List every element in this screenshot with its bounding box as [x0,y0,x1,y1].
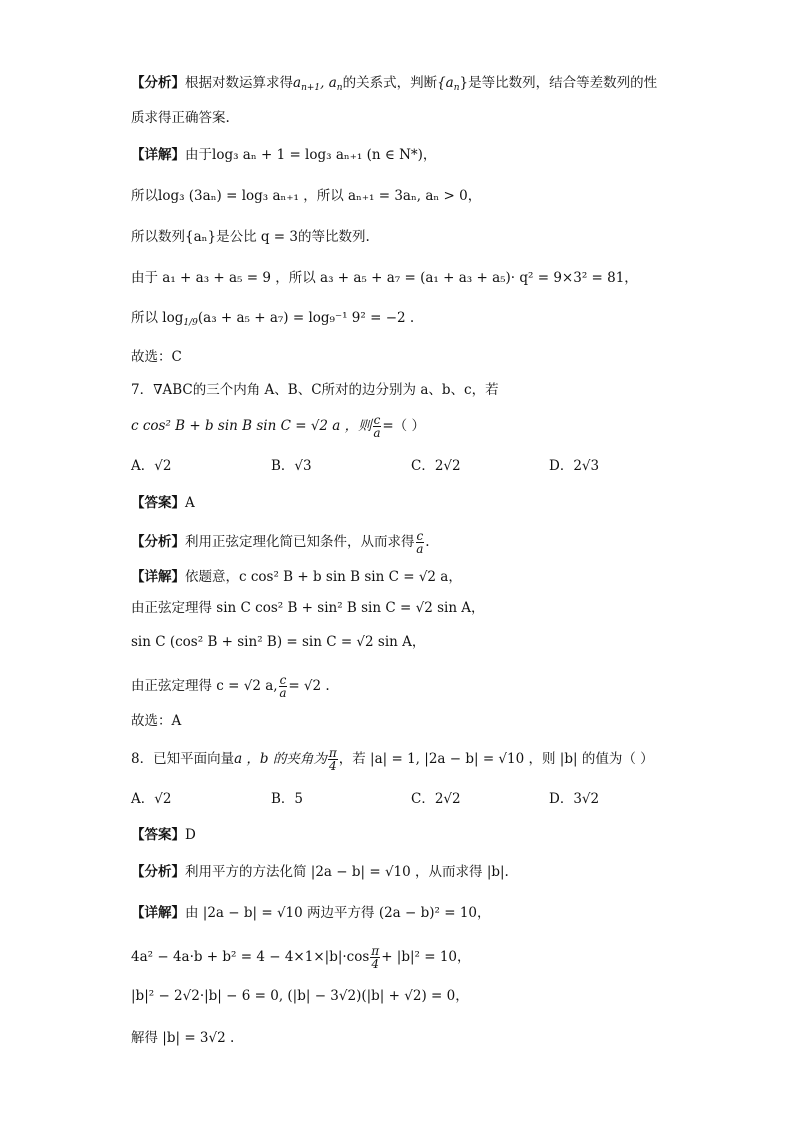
math-seq-an: {$a_n$ [437,75,460,93]
q7-fraction: $\frac{c}{a}$ [373,413,381,440]
q8-detail-1 [131,903,491,923]
q8-stem-a: 8．已知平面向量 [131,751,235,767]
q7-option-b: B．√3 [271,458,312,474]
q7-detail-3: sin C (cos² B + sin² B) = sin C = √2 sin A， [131,634,426,650]
q7-answer [131,493,195,513]
q7-option-d: D．2√3 [549,458,600,474]
detail-line-3: 所以数列{aₙ}是公比 q = 3的等比数列. [131,229,370,245]
q8-option-a: A．√2 [131,791,172,807]
detail-line-4: 由于 a₁ + a₃ + a₅ = 9 ，所以 a₃ + a₅ + a₇ = (a₁ + a₃ + a₅)· q² = 9×3² = 81， [131,270,638,286]
q8-analysis [131,862,509,882]
answer-tag: 【答案】 [131,827,185,843]
answer-value: A [185,495,195,511]
q8-option-b: B．5 [271,791,304,807]
q8-detail-3: |b|² − 2√2·|b| − 6 = 0, (|b| − 3√2)(|b| + √2) = 0， [131,988,469,1004]
q7-analysis-fraction: $\frac{c}{a}$ [416,529,424,556]
analysis-tag: 【分析】 [131,75,185,91]
detail-line-5 [131,308,414,333]
q7-detail-2: 由正弦定理得 sin C cos² B + sin² B sin C = √2 sin A， [131,600,485,616]
q8-pi-fraction: $\frac{\pi}{4}$ [328,746,337,773]
analysis-text-c: }是等比数列，结合等差数列的性 [459,75,658,91]
q8-option-c: C．2√2 [411,791,461,807]
detail-text-5: 所以 log [131,310,184,326]
q7-final: 故选：A [131,713,182,729]
answer-value: D [185,827,196,843]
q7-cond-post: =（ ） [382,418,425,434]
detail-tag: 【详解】 [131,569,185,585]
detail-tag: 【详解】 [131,147,185,163]
analysis-text: 利用正弦定理化简已知条件，从而求得 [185,534,415,550]
analysis-text-b: 的关系式，判断 [342,75,438,91]
q7-detail-4 [131,674,330,699]
q8-detail-2 [131,945,471,970]
q7-condition [131,414,425,439]
q8-detail-4: 解得 |b| = 3√2 . [131,1030,235,1046]
math-a-n1: $a_{n+1}$, $a_n$ [293,75,343,93]
q8-stem-b: a ，b 的夹角为 [234,751,327,767]
q7-detail-1 [131,567,462,587]
q8-d2-fraction: $\frac{\pi}{4}$ [371,944,380,971]
detail-text-1: 由于log₃ aₙ + 1 = log₃ aₙ₊₁ (n ∈ N*)， [185,147,437,163]
analysis-tag: 【分析】 [131,864,185,880]
analysis-line-2: 质求得正确答案. [131,110,230,126]
q7-analysis: 【分析】利用正弦定理化简已知条件，从而求得 $\frac{c}{a}$ . [131,529,430,556]
detail-tag: 【详解】 [131,905,185,921]
analysis-line-1 [131,73,657,98]
q7-cond-pre: c cos² B + b sin B sin C = √2 a ，则 [131,418,372,434]
q7-option-c: C．2√2 [411,458,461,474]
q8-d2-pre: 4a² − 4a·b + b² = 4 − 4×1×|b|·cos [131,949,370,965]
q8-d2-post: + |b|² = 10， [381,949,471,965]
q8-stem-c: ，若 |a| = 1, |2a − b| = √10 ，则 |b| 的值为（ ） [338,751,654,767]
detail-text-5b: (a₃ + a₅ + a₇) = log₉⁻¹ 9² = −2 . [197,310,415,326]
detail-line-2: 所以log₃ (3aₙ) = log₃ aₙ₊₁ ，所以 aₙ₊₁ = 3aₙ, aₙ > 0， [131,188,482,204]
q7-d4-fraction: $\frac{c}{a}$ [279,673,287,700]
q7-d4-post: = √2 . [288,678,330,694]
choice-line-6: 故选：C [131,349,182,365]
q7-option-a: A．√2 [131,458,172,474]
log-base: 1/9 [183,318,198,328]
analysis-text-a: 根据对数运算求得 [185,75,293,91]
q7-d4-pre: 由正弦定理得 c = √2 a, [131,678,278,694]
q8-answer [131,825,196,845]
detail-text: 依题意，c cos² B + b sin B sin C = √2 a， [185,569,462,585]
detail-line-1 [131,145,436,165]
q7-stem: 7．∇ABC的三个内角 A、B、C所对的边分别为 a、b、c，若 [131,382,499,398]
analysis-text: 利用平方的方法化简 |2a − b| = √10 ，从而求得 |b|. [185,864,509,880]
analysis-tag: 【分析】 [131,534,185,550]
q8-option-d: D．3√2 [549,791,600,807]
detail-text: 由 |2a − b| = √10 两边平方得 (2a − b)² = 10， [185,905,491,921]
answer-tag: 【答案】 [131,495,185,511]
q8-stem [131,747,654,772]
